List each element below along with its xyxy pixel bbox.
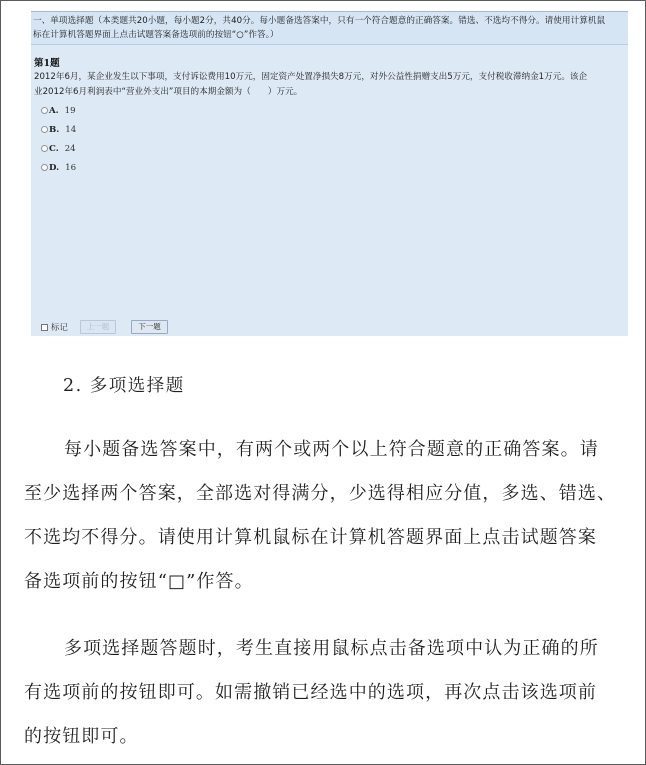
option-value: 16 xyxy=(65,162,77,173)
paragraph-answering xyxy=(24,627,624,759)
paragraph-line: 多项选择题答题时，考生直接用鼠标点击备选项中认为正确的所 xyxy=(64,638,599,659)
radio-icon[interactable] xyxy=(41,126,48,133)
paragraph-instructions xyxy=(24,428,624,604)
section-title: 2. 多项选择题 xyxy=(63,376,185,396)
mark-checkbox[interactable] xyxy=(41,324,48,331)
exam-ui-screenshot xyxy=(31,11,628,336)
next-question-button[interactable]: 下一题 xyxy=(131,320,168,334)
option-letter: A. xyxy=(49,105,59,116)
answer-options xyxy=(41,101,76,177)
paragraph-line: 至少选择两个答案，全部选对得满分，少选得相应分值，多选、错选、 xyxy=(24,483,617,504)
radio-icon[interactable] xyxy=(41,145,48,152)
question-title: 第1题 xyxy=(34,58,60,69)
option-letter: B. xyxy=(49,124,60,135)
paragraph-line: 每小题备选答案中，有两个或两个以上符合题意的正确答案。请 xyxy=(64,439,599,460)
paragraph-line: 有选项前的按钮即可。如需撤销已经选中的选项，再次点击该选项前 xyxy=(24,682,597,703)
option-d[interactable] xyxy=(41,158,76,177)
radio-icon[interactable] xyxy=(41,164,48,171)
option-value: 19 xyxy=(64,105,76,116)
prev-question-button[interactable]: 上一题 xyxy=(80,320,117,334)
section-instructions xyxy=(31,12,628,45)
question-text-line: 业2012年6月利润表中“营业外支出”项目的本期金额为（ ）万元。 xyxy=(34,87,303,97)
paragraph-line: 的按钮即可。 xyxy=(24,726,139,747)
paragraph-line: 不选均不得分。请使用计算机鼠标在计算机答题界面上点击试题答案 xyxy=(24,527,597,548)
radio-icon[interactable] xyxy=(41,107,48,114)
instructions-line: 一、单项选择题（本类题共20小题，每小题2分，共40分。每小题备选答案中，只有一个符合题意的正确答案。错选、不选均不得分。请使用计算机鼠 xyxy=(33,16,606,26)
instructions-line: 标在计算机答题界面上点击试题答案备选项前的按钮“○”作答。） xyxy=(33,30,279,40)
mark-label[interactable]: 标记 xyxy=(51,322,68,332)
option-letter: C. xyxy=(49,143,59,154)
question-navigation xyxy=(41,320,183,334)
option-value: 14 xyxy=(65,124,77,135)
question-text-line: 2012年6月，某企业发生以下事项，支付诉讼费用10万元，固定资产处置净损失8万元，对外公益性捐赠支出5万元，支付税收滞纳金1万元。该企 xyxy=(34,72,588,82)
option-value: 24 xyxy=(64,143,76,154)
paragraph-line: 备选项前的按钮“□”作答。 xyxy=(24,571,254,592)
option-b[interactable] xyxy=(41,120,76,139)
option-letter: D. xyxy=(49,162,60,173)
option-a[interactable] xyxy=(41,101,76,120)
question-body xyxy=(34,70,624,100)
option-c[interactable] xyxy=(41,139,76,158)
